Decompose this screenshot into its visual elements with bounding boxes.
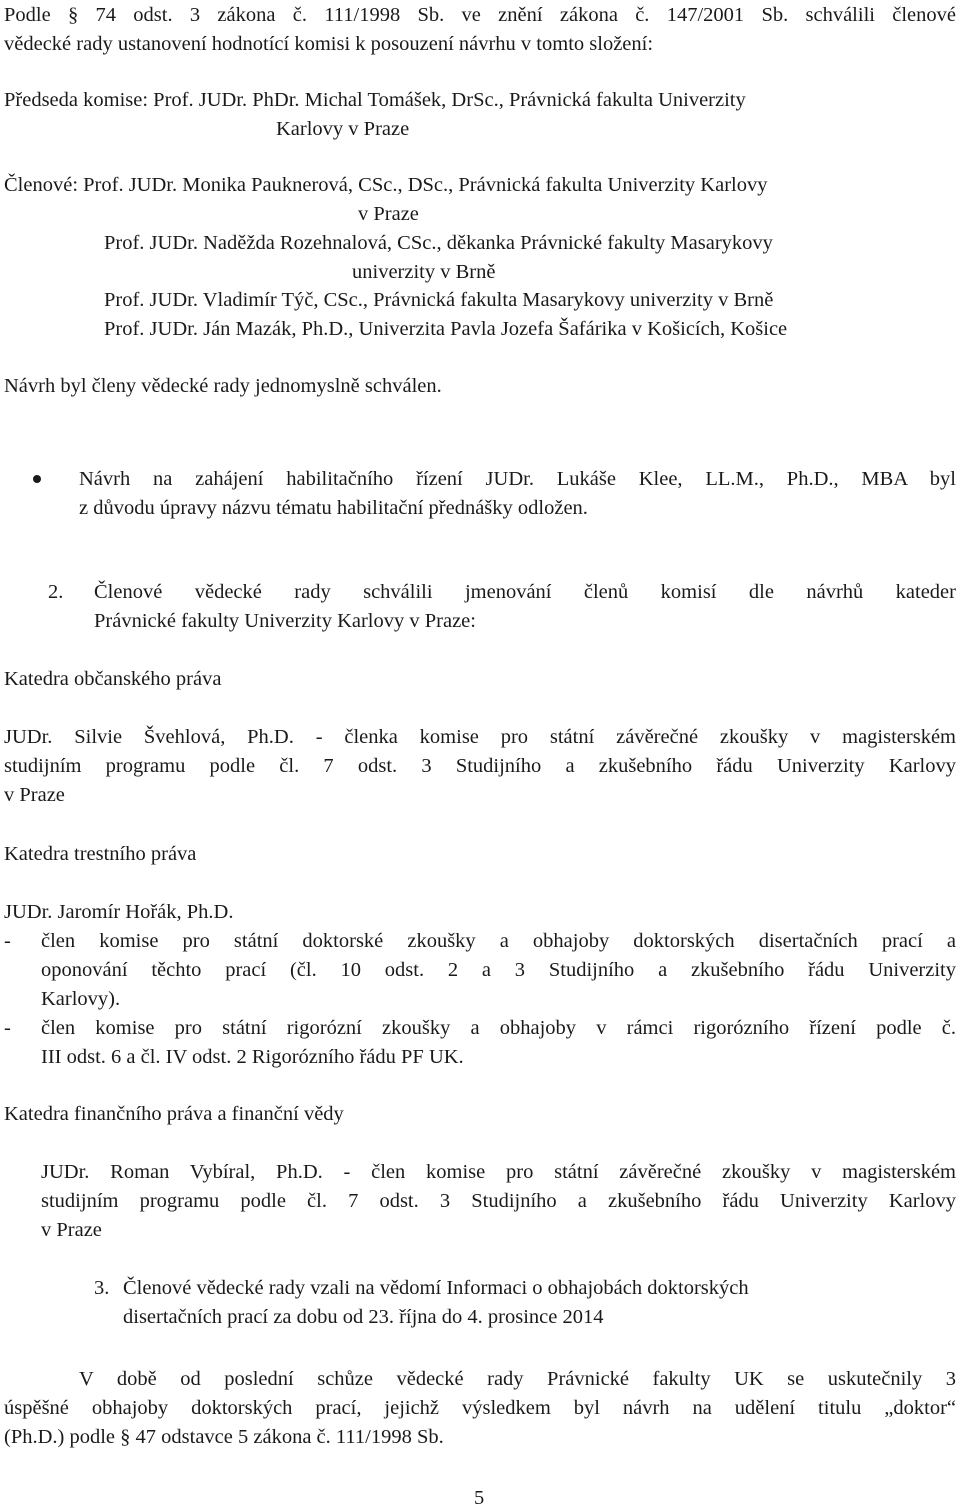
intro-line-2: vědecké rady ustanovení hodnotící komisi k posouzení návrhu v tomto složení: [4, 33, 654, 55]
dept-civil-line-1: JUDr. Silvie Švehlová, Ph.D. - členka komise pro státní závěrečné zkoušky v magisterském [4, 726, 956, 748]
dept-finance-line-3: v Praze [41, 1219, 102, 1241]
dash-marker: - [4, 1017, 11, 1039]
commission-member-1: Členové: Prof. JUDr. Monika Pauknerová, CSc., DSc., Právnická fakulta Univerzity Karlovy [4, 174, 768, 196]
postponed-line-2: z důvodu úpravy názvu tématu habilitační přednášky odložen. [79, 497, 588, 519]
commission-member-2-cont: univerzity v Brně [352, 261, 496, 283]
dept-criminal-role-1-line-2: oponování těchto prací (čl. 10 odst. 2 a 3 Studijního a zkušebního řádu Univerzity [41, 959, 956, 981]
dept-criminal-role-2-line-2: III odst. 6 a čl. IV odst. 2 Rigorózního řádu PF UK. [41, 1046, 464, 1068]
commission-member-3: Prof. JUDr. Vladimír Týč, CSc., Právnická fakulta Masarykovy univerzity v Brně [104, 289, 774, 311]
approval-statement: Návrh byl členy vědecké rady jednomyslně schválen. [4, 375, 442, 397]
closing-line-3: (Ph.D.) podle § 47 odstavce 5 zákona č. 111/1998 Sb. [4, 1426, 444, 1448]
commission-member-1-cont: v Praze [358, 203, 419, 225]
commission-member-4: Prof. JUDr. Ján Mazák, Ph.D., Univerzita Pavla Jozefa Šafárika v Košicích, Košice [104, 318, 788, 340]
dept-criminal-role-1-line-1: člen komise pro státní doktorské zkoušky a obhajoby doktorských disertačních prací a [41, 930, 956, 952]
item-2-line-2: Právnické fakulty Univerzity Karlovy v Praze: [94, 610, 476, 632]
item-2-number: 2. [48, 581, 64, 603]
dept-finance-line-2: studijním programu podle čl. 7 odst. 3 Studijního a zkušebního řádu Univerzity Karlovy [41, 1190, 956, 1212]
closing-line-1: V době od poslední schůze vědecké rady Právnické fakulty UK se uskutečnily 3 [79, 1368, 956, 1390]
item-2-line-1: Členové vědecké rady schválili jmenování členů komisí dle návrhů kateder [94, 581, 956, 603]
item-3-line-2: disertačních prací za dobu od 23. října do 4. prosince 2014 [123, 1306, 604, 1328]
dept-criminal-role-2-line-1: člen komise pro státní rigorózní zkoušky a obhajoby v rámci rigorózního řízení podle č. [41, 1017, 956, 1039]
dept-criminal-heading: Katedra trestního práva [4, 843, 197, 865]
dept-criminal-role-1-line-3: Karlovy). [41, 988, 121, 1010]
dept-civil-heading: Katedra občanského práva [4, 668, 222, 690]
commission-member-2: Prof. JUDr. Naděžda Rozehnalová, CSc., děkanka Právnické fakulty Masarykovy [104, 232, 773, 254]
dept-criminal-name: JUDr. Jaromír Hořák, Ph.D. [4, 901, 234, 923]
dept-civil-line-2: studijním programu podle čl. 7 odst. 3 Studijního a zkušebního řádu Univerzity Karlovy [4, 755, 956, 777]
intro-line-1: Podle § 74 odst. 3 zákona č. 111/1998 Sb. ve znění zákona č. 147/2001 Sb. schválili členové [4, 4, 956, 26]
commission-chair: Předseda komise: Prof. JUDr. PhDr. Michal Tomášek, DrSc., Právnická fakulta Univerzity [4, 89, 746, 111]
dept-finance-heading: Katedra finančního práva a finanční vědy [4, 1103, 344, 1125]
closing-line-2: úspěšné obhajoby doktorských prací, jejichž výsledkem byl návrh na udělení titulu „doktor“ [4, 1397, 956, 1419]
dept-finance-line-1: JUDr. Roman Vybíral, Ph.D. - člen komise pro státní závěrečné zkoušky v magisterském [41, 1161, 956, 1183]
commission-chair-cont: Karlovy v Praze [276, 118, 410, 140]
item-3-number: 3. [94, 1277, 110, 1299]
bullet-icon [33, 475, 41, 483]
dash-marker: - [4, 930, 11, 952]
item-3-line-1: Členové vědecké rady vzali na vědomí Informaci o obhajobách doktorských [123, 1277, 749, 1299]
dept-civil-line-3: v Praze [4, 784, 65, 806]
page-number: 5 [474, 1487, 485, 1509]
postponed-line-1: Návrh na zahájení habilitačního řízení JUDr. Lukáše Klee, LL.M., Ph.D., MBA byl [79, 468, 956, 490]
